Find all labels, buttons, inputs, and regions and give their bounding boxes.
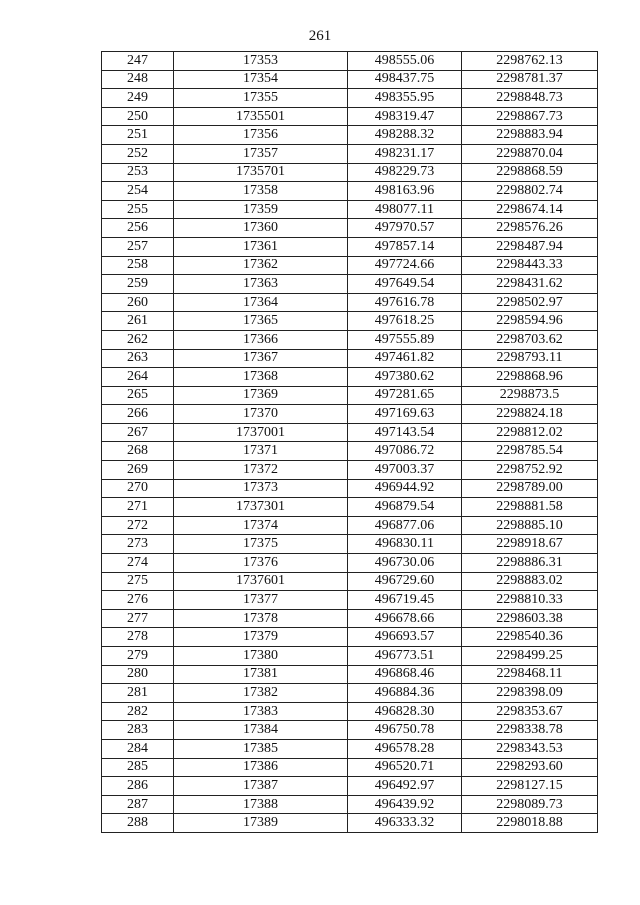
x-coordinate-cell: 496693.57 xyxy=(348,628,462,647)
y-coordinate-cell: 2298353.67 xyxy=(462,702,598,721)
x-coordinate-cell: 496439.92 xyxy=(348,795,462,814)
point-id-cell: 17364 xyxy=(174,293,348,312)
row-index-cell: 287 xyxy=(102,795,174,814)
table-row xyxy=(102,368,598,387)
table-row xyxy=(102,535,598,554)
table-row xyxy=(102,89,598,108)
x-coordinate-cell: 497380.62 xyxy=(348,368,462,387)
table-row xyxy=(102,386,598,405)
table-row xyxy=(102,126,598,145)
point-id-cell: 17356 xyxy=(174,126,348,145)
row-index-cell: 270 xyxy=(102,479,174,498)
row-index-cell: 276 xyxy=(102,591,174,610)
table-row xyxy=(102,312,598,331)
y-coordinate-cell: 2298293.60 xyxy=(462,758,598,777)
x-coordinate-cell: 497970.57 xyxy=(348,219,462,238)
y-coordinate-cell: 2298789.00 xyxy=(462,479,598,498)
row-index-cell: 250 xyxy=(102,107,174,126)
point-id-cell: 17360 xyxy=(174,219,348,238)
point-id-cell: 17367 xyxy=(174,349,348,368)
row-index-cell: 255 xyxy=(102,200,174,219)
x-coordinate-cell: 496719.45 xyxy=(348,591,462,610)
x-coordinate-cell: 496868.46 xyxy=(348,665,462,684)
point-id-cell: 17365 xyxy=(174,312,348,331)
table-body xyxy=(102,52,598,833)
point-id-cell: 1737301 xyxy=(174,498,348,517)
table-row xyxy=(102,461,598,480)
y-coordinate-cell: 2298089.73 xyxy=(462,795,598,814)
table-row xyxy=(102,237,598,256)
page-number: 261 xyxy=(308,28,332,44)
table-row xyxy=(102,777,598,796)
y-coordinate-cell: 2298918.67 xyxy=(462,535,598,554)
y-coordinate-cell: 2298793.11 xyxy=(462,349,598,368)
table-row xyxy=(102,293,598,312)
x-coordinate-cell: 498355.95 xyxy=(348,89,462,108)
table-row xyxy=(102,665,598,684)
row-index-cell: 263 xyxy=(102,349,174,368)
point-id-cell: 17387 xyxy=(174,777,348,796)
table-row xyxy=(102,256,598,275)
table-row xyxy=(102,516,598,535)
row-index-cell: 252 xyxy=(102,144,174,163)
y-coordinate-cell: 2298674.14 xyxy=(462,200,598,219)
point-id-cell: 17388 xyxy=(174,795,348,814)
row-index-cell: 281 xyxy=(102,684,174,703)
row-index-cell: 279 xyxy=(102,647,174,666)
x-coordinate-cell: 496830.11 xyxy=(348,535,462,554)
row-index-cell: 254 xyxy=(102,182,174,201)
table-row xyxy=(102,423,598,442)
table-row xyxy=(102,275,598,294)
point-id-cell: 17372 xyxy=(174,461,348,480)
row-index-cell: 286 xyxy=(102,777,174,796)
point-id-cell: 17380 xyxy=(174,647,348,666)
point-id-cell: 17354 xyxy=(174,70,348,89)
point-id-cell: 17366 xyxy=(174,330,348,349)
x-coordinate-cell: 496750.78 xyxy=(348,721,462,740)
point-id-cell: 17359 xyxy=(174,200,348,219)
row-index-cell: 283 xyxy=(102,721,174,740)
table-row xyxy=(102,758,598,777)
table-row xyxy=(102,479,598,498)
row-index-cell: 267 xyxy=(102,423,174,442)
table-row xyxy=(102,405,598,424)
x-coordinate-cell: 498077.11 xyxy=(348,200,462,219)
table-row xyxy=(102,572,598,591)
table-row xyxy=(102,219,598,238)
row-index-cell: 271 xyxy=(102,498,174,517)
x-coordinate-cell: 498555.06 xyxy=(348,52,462,71)
table-row xyxy=(102,814,598,833)
x-coordinate-cell: 497169.63 xyxy=(348,405,462,424)
point-id-cell: 17353 xyxy=(174,52,348,71)
x-coordinate-cell: 497618.25 xyxy=(348,312,462,331)
y-coordinate-cell: 2298812.02 xyxy=(462,423,598,442)
point-id-cell: 17379 xyxy=(174,628,348,647)
point-id-cell: 17373 xyxy=(174,479,348,498)
table-row xyxy=(102,739,598,758)
point-id-cell: 17375 xyxy=(174,535,348,554)
table-row xyxy=(102,107,598,126)
x-coordinate-cell: 496884.36 xyxy=(348,684,462,703)
y-coordinate-cell: 2298867.73 xyxy=(462,107,598,126)
row-index-cell: 275 xyxy=(102,572,174,591)
y-coordinate-cell: 2298810.33 xyxy=(462,591,598,610)
y-coordinate-cell: 2298576.26 xyxy=(462,219,598,238)
y-coordinate-cell: 2298443.33 xyxy=(462,256,598,275)
row-index-cell: 261 xyxy=(102,312,174,331)
x-coordinate-cell: 496773.51 xyxy=(348,647,462,666)
row-index-cell: 265 xyxy=(102,386,174,405)
x-coordinate-cell: 497461.82 xyxy=(348,349,462,368)
row-index-cell: 257 xyxy=(102,237,174,256)
point-id-cell: 17355 xyxy=(174,89,348,108)
row-index-cell: 259 xyxy=(102,275,174,294)
table-row xyxy=(102,647,598,666)
row-index-cell: 269 xyxy=(102,461,174,480)
x-coordinate-cell: 496578.28 xyxy=(348,739,462,758)
y-coordinate-cell: 2298881.58 xyxy=(462,498,598,517)
table-row xyxy=(102,330,598,349)
table-row xyxy=(102,609,598,628)
row-index-cell: 284 xyxy=(102,739,174,758)
y-coordinate-cell: 2298848.73 xyxy=(462,89,598,108)
x-coordinate-cell: 496333.32 xyxy=(348,814,462,833)
table-row xyxy=(102,684,598,703)
y-coordinate-cell: 2298487.94 xyxy=(462,237,598,256)
table-row xyxy=(102,442,598,461)
row-index-cell: 256 xyxy=(102,219,174,238)
y-coordinate-cell: 2298802.74 xyxy=(462,182,598,201)
point-id-cell: 17381 xyxy=(174,665,348,684)
table-row xyxy=(102,144,598,163)
x-coordinate-cell: 498288.32 xyxy=(348,126,462,145)
point-id-cell: 1735701 xyxy=(174,163,348,182)
y-coordinate-cell: 2298785.54 xyxy=(462,442,598,461)
point-id-cell: 17386 xyxy=(174,758,348,777)
table-row xyxy=(102,498,598,517)
row-index-cell: 253 xyxy=(102,163,174,182)
row-index-cell: 262 xyxy=(102,330,174,349)
y-coordinate-cell: 2298468.11 xyxy=(462,665,598,684)
y-coordinate-cell: 2298883.02 xyxy=(462,572,598,591)
x-coordinate-cell: 496492.97 xyxy=(348,777,462,796)
point-id-cell: 17385 xyxy=(174,739,348,758)
x-coordinate-cell: 496729.60 xyxy=(348,572,462,591)
point-id-cell: 17362 xyxy=(174,256,348,275)
row-index-cell: 278 xyxy=(102,628,174,647)
table-row xyxy=(102,349,598,368)
y-coordinate-cell: 2298398.09 xyxy=(462,684,598,703)
point-id-cell: 17358 xyxy=(174,182,348,201)
y-coordinate-cell: 2298781.37 xyxy=(462,70,598,89)
table-row xyxy=(102,721,598,740)
point-id-cell: 17384 xyxy=(174,721,348,740)
y-coordinate-cell: 2298868.96 xyxy=(462,368,598,387)
x-coordinate-cell: 498231.17 xyxy=(348,144,462,163)
table-row xyxy=(102,70,598,89)
y-coordinate-cell: 2298885.10 xyxy=(462,516,598,535)
y-coordinate-cell: 2298594.96 xyxy=(462,312,598,331)
y-coordinate-cell: 2298824.18 xyxy=(462,405,598,424)
y-coordinate-cell: 2298018.88 xyxy=(462,814,598,833)
x-coordinate-cell: 497143.54 xyxy=(348,423,462,442)
x-coordinate-cell: 497724.66 xyxy=(348,256,462,275)
x-coordinate-cell: 496944.92 xyxy=(348,479,462,498)
x-coordinate-cell: 498319.47 xyxy=(348,107,462,126)
point-id-cell: 17361 xyxy=(174,237,348,256)
row-index-cell: 247 xyxy=(102,52,174,71)
y-coordinate-cell: 2298343.53 xyxy=(462,739,598,758)
y-coordinate-cell: 2298883.94 xyxy=(462,126,598,145)
table-row xyxy=(102,52,598,71)
row-index-cell: 264 xyxy=(102,368,174,387)
table-row xyxy=(102,182,598,201)
point-id-cell: 17369 xyxy=(174,386,348,405)
point-id-cell: 17383 xyxy=(174,702,348,721)
row-index-cell: 288 xyxy=(102,814,174,833)
y-coordinate-cell: 2298762.13 xyxy=(462,52,598,71)
x-coordinate-cell: 496730.06 xyxy=(348,554,462,573)
point-id-cell: 1737601 xyxy=(174,572,348,591)
row-index-cell: 285 xyxy=(102,758,174,777)
row-index-cell: 280 xyxy=(102,665,174,684)
table-row xyxy=(102,591,598,610)
y-coordinate-cell: 2298338.78 xyxy=(462,721,598,740)
x-coordinate-cell: 498229.73 xyxy=(348,163,462,182)
y-coordinate-cell: 2298499.25 xyxy=(462,647,598,666)
y-coordinate-cell: 2298502.97 xyxy=(462,293,598,312)
point-id-cell: 1735501 xyxy=(174,107,348,126)
table-row xyxy=(102,702,598,721)
row-index-cell: 251 xyxy=(102,126,174,145)
y-coordinate-cell: 2298873.5 xyxy=(462,386,598,405)
row-index-cell: 272 xyxy=(102,516,174,535)
x-coordinate-cell: 497086.72 xyxy=(348,442,462,461)
y-coordinate-cell: 2298870.04 xyxy=(462,144,598,163)
row-index-cell: 268 xyxy=(102,442,174,461)
x-coordinate-cell: 497003.37 xyxy=(348,461,462,480)
table-row xyxy=(102,163,598,182)
x-coordinate-cell: 497649.54 xyxy=(348,275,462,294)
table-row xyxy=(102,628,598,647)
table-row xyxy=(102,200,598,219)
point-id-cell: 17374 xyxy=(174,516,348,535)
point-id-cell: 17368 xyxy=(174,368,348,387)
x-coordinate-cell: 496828.30 xyxy=(348,702,462,721)
row-index-cell: 249 xyxy=(102,89,174,108)
y-coordinate-cell: 2298540.36 xyxy=(462,628,598,647)
point-id-cell: 17382 xyxy=(174,684,348,703)
row-index-cell: 273 xyxy=(102,535,174,554)
row-index-cell: 274 xyxy=(102,554,174,573)
point-id-cell: 17377 xyxy=(174,591,348,610)
coordinates-table xyxy=(101,51,598,833)
x-coordinate-cell: 497857.14 xyxy=(348,237,462,256)
y-coordinate-cell: 2298603.38 xyxy=(462,609,598,628)
row-index-cell: 258 xyxy=(102,256,174,275)
x-coordinate-cell: 497555.89 xyxy=(348,330,462,349)
y-coordinate-cell: 2298752.92 xyxy=(462,461,598,480)
y-coordinate-cell: 2298886.31 xyxy=(462,554,598,573)
point-id-cell: 17378 xyxy=(174,609,348,628)
x-coordinate-cell: 498163.96 xyxy=(348,182,462,201)
point-id-cell: 17389 xyxy=(174,814,348,833)
y-coordinate-cell: 2298868.59 xyxy=(462,163,598,182)
point-id-cell: 17376 xyxy=(174,554,348,573)
y-coordinate-cell: 2298127.15 xyxy=(462,777,598,796)
table-row xyxy=(102,554,598,573)
row-index-cell: 266 xyxy=(102,405,174,424)
x-coordinate-cell: 497281.65 xyxy=(348,386,462,405)
x-coordinate-cell: 496520.71 xyxy=(348,758,462,777)
y-coordinate-cell: 2298431.62 xyxy=(462,275,598,294)
point-id-cell: 17371 xyxy=(174,442,348,461)
table-row xyxy=(102,795,598,814)
point-id-cell: 17370 xyxy=(174,405,348,424)
row-index-cell: 260 xyxy=(102,293,174,312)
row-index-cell: 282 xyxy=(102,702,174,721)
point-id-cell: 17363 xyxy=(174,275,348,294)
x-coordinate-cell: 496678.66 xyxy=(348,609,462,628)
point-id-cell: 1737001 xyxy=(174,423,348,442)
row-index-cell: 248 xyxy=(102,70,174,89)
point-id-cell: 17357 xyxy=(174,144,348,163)
y-coordinate-cell: 2298703.62 xyxy=(462,330,598,349)
x-coordinate-cell: 496877.06 xyxy=(348,516,462,535)
x-coordinate-cell: 496879.54 xyxy=(348,498,462,517)
x-coordinate-cell: 497616.78 xyxy=(348,293,462,312)
x-coordinate-cell: 498437.75 xyxy=(348,70,462,89)
row-index-cell: 277 xyxy=(102,609,174,628)
